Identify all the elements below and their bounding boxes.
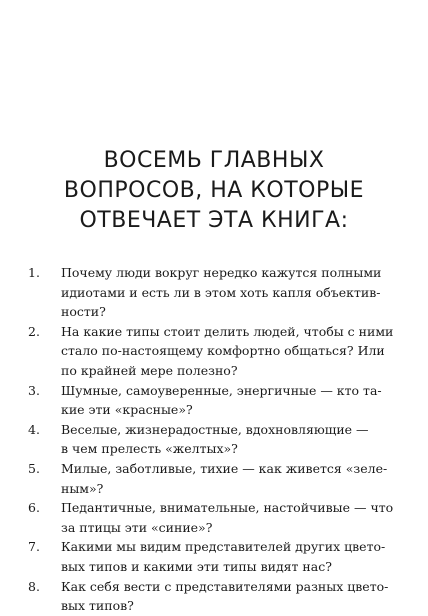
heading-line: ОТВЕЧАЕТ ЭТА КНИГА:	[79, 208, 349, 233]
question-text-line: Шумные, самоуверенные, энергичные — кто та-	[61, 382, 382, 398]
question-item	[28, 420, 369, 459]
question-number: 5.	[28, 460, 40, 476]
question-item	[28, 263, 382, 322]
question-text-line: Милые, заботливые, тихие — как живется «зеле-	[61, 460, 388, 476]
question-text-line: ным»?	[61, 480, 104, 496]
questions-list	[28, 263, 394, 616]
heading-line: ВОПРОСОВ, НА КОТОРЫЕ	[63, 178, 365, 203]
question-text-line: Почему люди вокруг нередко кажутся полными	[61, 265, 382, 280]
question-text-line: за птицы эти «синие»?	[61, 519, 213, 535]
question-text-line: Педантичные, внимательные, настойчивые — что	[61, 500, 394, 516]
question-text-line: вых типов и какими эти типы видят нас?	[61, 558, 332, 574]
heading-line: ВОСЕМЬ ГЛАВНЫХ	[103, 148, 325, 173]
question-text-line: На какие типы стоит делить людей, чтобы с ними	[61, 323, 394, 339]
question-number: 3.	[28, 382, 40, 398]
question-number: 4.	[28, 421, 40, 437]
question-item	[28, 322, 394, 381]
question-text-line: стало по-настоящему комфортно общаться? Или	[61, 343, 385, 359]
question-item	[28, 498, 394, 537]
question-text-line: по крайней мере полезно?	[61, 362, 238, 378]
question-text-line: кие эти «красные»?	[61, 402, 193, 418]
question-number: 8.	[28, 578, 40, 594]
question-number: 6.	[28, 500, 40, 516]
question-item	[28, 537, 386, 576]
question-item	[28, 459, 388, 498]
question-item	[28, 577, 389, 616]
question-number: 2.	[28, 323, 40, 339]
question-text-line: ности?	[61, 304, 106, 320]
question-text-line: вых типов?	[61, 598, 134, 614]
question-number: 1.	[28, 265, 40, 280]
question-text-line: в чем прелесть «желтых»?	[61, 441, 238, 457]
question-number: 7.	[28, 539, 40, 555]
question-text-line: Какими мы видим представителей других цвето-	[61, 539, 386, 555]
question-item	[28, 381, 382, 420]
question-text-line: Как себя вести с представителями разных цвето-	[61, 578, 389, 594]
question-text-line: Веселые, жизнерадостные, вдохновляющие —	[61, 421, 369, 437]
question-text-line: идиотами и есть ли в этом хоть капля объектив-	[61, 284, 381, 300]
chapter-heading	[0, 146, 428, 236]
